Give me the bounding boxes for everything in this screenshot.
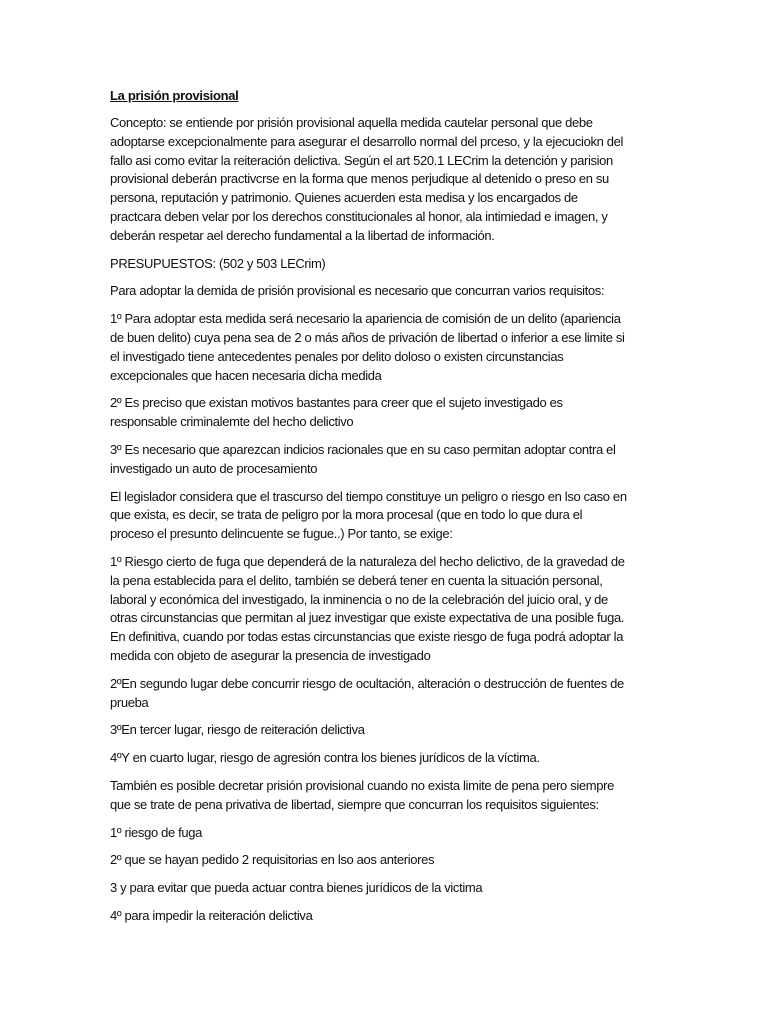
text-line: prueba	[110, 694, 149, 710]
paragraph	[110, 394, 710, 432]
paragraph	[110, 282, 710, 301]
text-line: 4ºY en cuarto lugar, riesgo de agresión contra los bienes jurídicos de la víctima.	[110, 750, 540, 766]
text-line: practcara deben velar por los derechos constitucionales al honor, ala intimiedad e imagen, y	[110, 208, 608, 224]
paragraph	[110, 675, 710, 713]
text-line: En definitiva, cuando por todas estas circunstancias que existe riesgo de fuga podrá adoptar la	[110, 629, 624, 645]
paragraph	[110, 749, 710, 768]
text-line: excepcionales que hacen necesaria dicha medida	[110, 367, 382, 383]
text-line: otras circunstancias que permitan al juez investigar que existe expectativa de una posible fuga.	[110, 610, 625, 626]
text-line: Concepto: se entiende por prisión provisional aquella medida cautelar personal que debe	[110, 115, 593, 130]
paragraph	[110, 851, 710, 870]
paragraph	[110, 441, 710, 479]
paragraph	[110, 255, 710, 274]
text-line: el investigado tiene antecedentes penales por delito doloso o existen circunstancias	[110, 348, 564, 364]
text-line: 2ºEn segundo lugar debe concurrir riesgo de ocultación, alteración o destrucción de fuentes de	[110, 675, 624, 691]
paragraph	[110, 879, 710, 898]
text-line: adoptarse excepcionalmente para asegurar el desarrollo normal del prceso, y la ejecuciokn del	[110, 133, 624, 149]
text-line: que se trate de pena privativa de libertad, siempre que concurran los requisitos siguientes:	[110, 796, 599, 812]
text-line: deberán respetar ael derecho fundamental a la libertad de información.	[110, 227, 495, 243]
text-line: También es posible decretar prisión provisional cuando no exista limite de pena pero siempre	[110, 777, 614, 793]
text-line: responsable criminalemte del hecho delictivo	[110, 414, 354, 430]
text-line: 1º Para adoptar esta medida será necesario la apariencia de comisión de un delito (apariencia	[110, 311, 621, 327]
paragraph	[110, 824, 710, 843]
text-line: investigado un auto de procesamiento	[110, 460, 318, 476]
text-line: provisional deberán practivcrse en la forma que menos perjudique al detenido o preso en su	[110, 171, 609, 187]
text-line: fallo asi como evitar la reiteración delictiva. Según el art 520.1 LECrim la detención y parision	[110, 152, 613, 168]
text-line: que exista, es decir, se trata de peligro por la mora procesal (que en todo lo que dura el	[110, 507, 583, 523]
document-body	[110, 114, 710, 926]
text-line: 2º Es preciso que existan motivos bastantes para creer que el sujeto investigado es	[110, 395, 563, 411]
paragraph	[110, 488, 710, 544]
text-line: El legislador considera que el trascurso del tiempo constituye un peligro o riesgo en lso caso en	[110, 488, 627, 504]
document-page	[110, 86, 710, 935]
text-line: de buen delito) cuya pena sea de 2 o más años de privación de libertad o inferior a ese limite si	[110, 329, 625, 345]
text-line: la pena establecida para el delito, también se deberá tener en cuenta la situación personal,	[110, 572, 603, 588]
text-line: 1º Riesgo cierto de fuga que dependerá de la naturaleza del hecho delictivo, de la gravedad de	[110, 553, 625, 569]
text-line: medida con objeto de asegurar la presencia de investigado	[110, 647, 431, 663]
text-line: 4º para impedir la reiteración delictiva	[110, 907, 313, 923]
text-line: proceso el presunto delincuente se fugue..) Por tanto, se exige:	[110, 526, 453, 542]
text-line: 1º riesgo de fuga	[110, 824, 203, 840]
text-line: PRESUPUESTOS: (502 y 503 LECrim)	[110, 255, 326, 271]
paragraph	[110, 907, 710, 926]
text-line: 2º que se hayan pedido 2 requisitorias en lso aos anteriores	[110, 852, 435, 868]
text-line: Para adoptar la demida de prisión provisional es necesario que concurran varios requisitos:	[110, 283, 605, 299]
text-line: 3 y para evitar que pueda actuar contra bienes jurídicos de la victima	[110, 880, 483, 896]
paragraph	[110, 721, 710, 740]
paragraph	[110, 114, 710, 246]
paragraph	[110, 310, 710, 385]
text-line: 3ºEn tercer lugar, riesgo de reiteración delictiva	[110, 722, 365, 738]
paragraph	[110, 553, 710, 666]
document-title: La prisión provisional	[110, 88, 239, 103]
text-line: persona, reputación y patrimonio. Quienes acuerden esta medisa y los encargados de	[110, 190, 578, 206]
text-line: laboral y económica del investigado, la inminencia o no de la celebración del juicio oral, y de	[110, 591, 608, 607]
paragraph	[110, 777, 710, 815]
text-line: 3º Es necesario que aparezcan indicios racionales que en su caso permitan adoptar contra el	[110, 441, 616, 457]
